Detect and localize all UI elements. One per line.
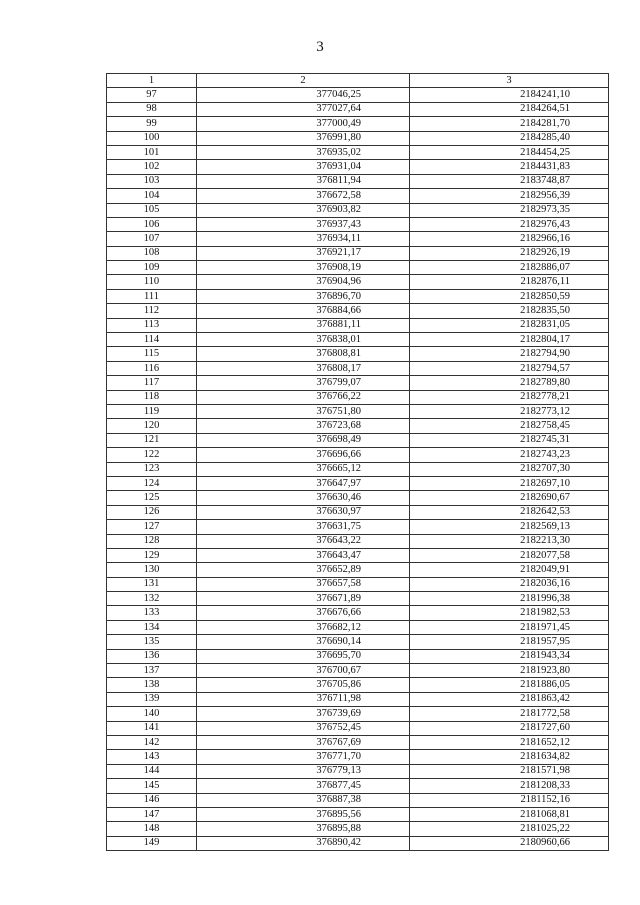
- y-coordinate-cell: 2182804,17: [410, 333, 609, 347]
- point-number-cell: 147: [107, 807, 197, 821]
- y-coordinate-cell: 2184264,51: [410, 102, 609, 116]
- point-number-cell: 111: [107, 289, 197, 303]
- table-row: [107, 649, 609, 663]
- x-coordinate-cell: 377000,49: [197, 117, 410, 131]
- table-row: [107, 606, 609, 620]
- x-coordinate-cell: 376671,89: [197, 592, 410, 606]
- table-row: [107, 476, 609, 490]
- y-coordinate-cell: 2181571,98: [410, 764, 609, 778]
- y-coordinate-cell: 2182926,19: [410, 246, 609, 260]
- x-coordinate-cell: 376676,66: [197, 606, 410, 620]
- table-row: [107, 361, 609, 375]
- point-number-cell: 118: [107, 390, 197, 404]
- point-number-cell: 143: [107, 750, 197, 764]
- table-row: [107, 88, 609, 102]
- y-coordinate-cell: 2181152,16: [410, 793, 609, 807]
- column-header-2: 2: [197, 74, 410, 88]
- point-number-cell: 99: [107, 117, 197, 131]
- table-row: [107, 548, 609, 562]
- y-coordinate-cell: 2182794,57: [410, 361, 609, 375]
- y-coordinate-cell: 2184454,25: [410, 145, 609, 159]
- x-coordinate-cell: 376779,13: [197, 764, 410, 778]
- table-row: [107, 520, 609, 534]
- point-number-cell: 124: [107, 476, 197, 490]
- table-row: [107, 131, 609, 145]
- x-coordinate-cell: 376896,70: [197, 289, 410, 303]
- x-coordinate-cell: 376751,80: [197, 404, 410, 418]
- x-coordinate-cell: 376808,17: [197, 361, 410, 375]
- table-row: [107, 678, 609, 692]
- point-number-cell: 109: [107, 261, 197, 275]
- y-coordinate-cell: 2181886,05: [410, 678, 609, 692]
- y-coordinate-cell: 2180960,66: [410, 836, 609, 850]
- x-coordinate-cell: 376643,47: [197, 548, 410, 562]
- y-coordinate-cell: 2184431,83: [410, 160, 609, 174]
- point-number-cell: 115: [107, 347, 197, 361]
- y-coordinate-cell: 2184285,40: [410, 131, 609, 145]
- point-number-cell: 101: [107, 145, 197, 159]
- point-number-cell: 141: [107, 721, 197, 735]
- point-number-cell: 119: [107, 404, 197, 418]
- y-coordinate-cell: 2181863,42: [410, 692, 609, 706]
- table-row: [107, 246, 609, 260]
- y-coordinate-cell: 2182773,12: [410, 404, 609, 418]
- x-coordinate-cell: 376657,58: [197, 577, 410, 591]
- x-coordinate-cell: 376643,22: [197, 534, 410, 548]
- point-number-cell: 102: [107, 160, 197, 174]
- x-coordinate-cell: 376631,75: [197, 520, 410, 534]
- x-coordinate-cell: 376630,97: [197, 505, 410, 519]
- x-coordinate-cell: 376991,80: [197, 131, 410, 145]
- coordinates-table: [106, 73, 609, 851]
- y-coordinate-cell: 2181727,60: [410, 721, 609, 735]
- x-coordinate-cell: 376665,12: [197, 462, 410, 476]
- table-row: [107, 333, 609, 347]
- x-coordinate-cell: 376877,45: [197, 779, 410, 793]
- table-header: [107, 74, 609, 88]
- table-row: [107, 390, 609, 404]
- y-coordinate-cell: 2181943,34: [410, 649, 609, 663]
- x-coordinate-cell: 376884,66: [197, 304, 410, 318]
- point-number-cell: 131: [107, 577, 197, 591]
- y-coordinate-cell: 2182976,43: [410, 217, 609, 231]
- x-coordinate-cell: 376652,89: [197, 563, 410, 577]
- point-number-cell: 105: [107, 203, 197, 217]
- x-coordinate-cell: 376739,69: [197, 707, 410, 721]
- x-coordinate-cell: 376700,67: [197, 664, 410, 678]
- y-coordinate-cell: 2184241,10: [410, 88, 609, 102]
- y-coordinate-cell: 2182778,21: [410, 390, 609, 404]
- table-row: [107, 160, 609, 174]
- point-number-cell: 132: [107, 592, 197, 606]
- table-row: [107, 577, 609, 591]
- y-coordinate-cell: 2181957,95: [410, 635, 609, 649]
- point-number-cell: 135: [107, 635, 197, 649]
- table-row: [107, 620, 609, 634]
- table-row: [107, 563, 609, 577]
- x-coordinate-cell: 376890,42: [197, 836, 410, 850]
- x-coordinate-cell: 376908,19: [197, 261, 410, 275]
- x-coordinate-cell: 376895,88: [197, 822, 410, 836]
- point-number-cell: 137: [107, 664, 197, 678]
- table-row: [107, 217, 609, 231]
- x-coordinate-cell: 376647,97: [197, 476, 410, 490]
- table-row: [107, 491, 609, 505]
- y-coordinate-cell: 2181208,33: [410, 779, 609, 793]
- point-number-cell: 110: [107, 275, 197, 289]
- table-row: [107, 836, 609, 850]
- table-row: [107, 735, 609, 749]
- table-row: [107, 592, 609, 606]
- point-number-cell: 127: [107, 520, 197, 534]
- y-coordinate-cell: 2182690,67: [410, 491, 609, 505]
- table-row: [107, 275, 609, 289]
- table-row: [107, 707, 609, 721]
- point-number-cell: 113: [107, 318, 197, 332]
- y-coordinate-cell: 2181068,81: [410, 807, 609, 821]
- y-coordinate-cell: 2182758,45: [410, 419, 609, 433]
- header-row: [107, 74, 609, 88]
- table-row: [107, 102, 609, 116]
- table-row: [107, 721, 609, 735]
- table-row: [107, 376, 609, 390]
- x-coordinate-cell: 376695,70: [197, 649, 410, 663]
- point-number-cell: 108: [107, 246, 197, 260]
- table-row: [107, 289, 609, 303]
- table-row: [107, 145, 609, 159]
- column-header-3: 3: [410, 74, 609, 88]
- table-row: [107, 779, 609, 793]
- point-number-cell: 140: [107, 707, 197, 721]
- y-coordinate-cell: 2182850,59: [410, 289, 609, 303]
- y-coordinate-cell: 2182743,23: [410, 448, 609, 462]
- x-coordinate-cell: 376921,17: [197, 246, 410, 260]
- table-row: [107, 664, 609, 678]
- point-number-cell: 114: [107, 333, 197, 347]
- point-number-cell: 138: [107, 678, 197, 692]
- point-number-cell: 126: [107, 505, 197, 519]
- y-coordinate-cell: 2181652,12: [410, 735, 609, 749]
- point-number-cell: 145: [107, 779, 197, 793]
- y-coordinate-cell: 2181634,82: [410, 750, 609, 764]
- x-coordinate-cell: 376690,14: [197, 635, 410, 649]
- y-coordinate-cell: 2182745,31: [410, 433, 609, 447]
- y-coordinate-cell: 2182831,05: [410, 318, 609, 332]
- y-coordinate-cell: 2182697,10: [410, 476, 609, 490]
- point-number-cell: 97: [107, 88, 197, 102]
- point-number-cell: 136: [107, 649, 197, 663]
- point-number-cell: 112: [107, 304, 197, 318]
- y-coordinate-cell: 2184281,70: [410, 117, 609, 131]
- y-coordinate-cell: 2181982,53: [410, 606, 609, 620]
- x-coordinate-cell: 376838,01: [197, 333, 410, 347]
- y-coordinate-cell: 2182973,35: [410, 203, 609, 217]
- x-coordinate-cell: 376881,11: [197, 318, 410, 332]
- point-number-cell: 123: [107, 462, 197, 476]
- table-row: [107, 404, 609, 418]
- table-row: [107, 318, 609, 332]
- point-number-cell: 107: [107, 232, 197, 246]
- point-number-cell: 103: [107, 174, 197, 188]
- x-coordinate-cell: 376799,07: [197, 376, 410, 390]
- x-coordinate-cell: 376931,04: [197, 160, 410, 174]
- y-coordinate-cell: 2182789,80: [410, 376, 609, 390]
- x-coordinate-cell: 376767,69: [197, 735, 410, 749]
- point-number-cell: 122: [107, 448, 197, 462]
- y-coordinate-cell: 2182642,53: [410, 505, 609, 519]
- y-coordinate-cell: 2182876,11: [410, 275, 609, 289]
- y-coordinate-cell: 2181923,80: [410, 664, 609, 678]
- table-row: [107, 505, 609, 519]
- x-coordinate-cell: 377046,25: [197, 88, 410, 102]
- x-coordinate-cell: 376903,82: [197, 203, 410, 217]
- y-coordinate-cell: 2181971,45: [410, 620, 609, 634]
- point-number-cell: 117: [107, 376, 197, 390]
- table-row: [107, 807, 609, 821]
- y-coordinate-cell: 2182886,07: [410, 261, 609, 275]
- point-number-cell: 129: [107, 548, 197, 562]
- table-row: [107, 174, 609, 188]
- table-row: [107, 261, 609, 275]
- table-row: [107, 189, 609, 203]
- point-number-cell: 149: [107, 836, 197, 850]
- x-coordinate-cell: 376752,45: [197, 721, 410, 735]
- x-coordinate-cell: 376895,56: [197, 807, 410, 821]
- y-coordinate-cell: 2181996,38: [410, 592, 609, 606]
- point-number-cell: 148: [107, 822, 197, 836]
- point-number-cell: 133: [107, 606, 197, 620]
- y-coordinate-cell: 2181772,58: [410, 707, 609, 721]
- point-number-cell: 100: [107, 131, 197, 145]
- table-row: [107, 232, 609, 246]
- x-coordinate-cell: 376723,68: [197, 419, 410, 433]
- y-coordinate-cell: 2182794,90: [410, 347, 609, 361]
- point-number-cell: 116: [107, 361, 197, 375]
- x-coordinate-cell: 376672,58: [197, 189, 410, 203]
- point-number-cell: 144: [107, 764, 197, 778]
- y-coordinate-cell: 2182835,50: [410, 304, 609, 318]
- x-coordinate-cell: 377027,64: [197, 102, 410, 116]
- y-coordinate-cell: 2182036,16: [410, 577, 609, 591]
- y-coordinate-cell: 2182966,16: [410, 232, 609, 246]
- table-row: [107, 462, 609, 476]
- page-number: 3: [316, 39, 324, 55]
- table-row: [107, 764, 609, 778]
- point-number-cell: 98: [107, 102, 197, 116]
- x-coordinate-cell: 376698,49: [197, 433, 410, 447]
- x-coordinate-cell: 376711,98: [197, 692, 410, 706]
- table-row: [107, 347, 609, 361]
- point-number-cell: 128: [107, 534, 197, 548]
- y-coordinate-cell: 2182956,39: [410, 189, 609, 203]
- point-number-cell: 104: [107, 189, 197, 203]
- y-coordinate-cell: 2183748,87: [410, 174, 609, 188]
- x-coordinate-cell: 376808,81: [197, 347, 410, 361]
- table-row: [107, 822, 609, 836]
- x-coordinate-cell: 376934,11: [197, 232, 410, 246]
- table-row: [107, 448, 609, 462]
- point-number-cell: 130: [107, 563, 197, 577]
- point-number-cell: 139: [107, 692, 197, 706]
- table-row: [107, 117, 609, 131]
- table-row: [107, 635, 609, 649]
- point-number-cell: 120: [107, 419, 197, 433]
- table-row: [107, 750, 609, 764]
- table-row: [107, 534, 609, 548]
- x-coordinate-cell: 376771,70: [197, 750, 410, 764]
- x-coordinate-cell: 376887,38: [197, 793, 410, 807]
- table-row: [107, 433, 609, 447]
- point-number-cell: 142: [107, 735, 197, 749]
- x-coordinate-cell: 376696,66: [197, 448, 410, 462]
- x-coordinate-cell: 376705,86: [197, 678, 410, 692]
- x-coordinate-cell: 376904,96: [197, 275, 410, 289]
- table-row: [107, 692, 609, 706]
- x-coordinate-cell: 376766,22: [197, 390, 410, 404]
- x-coordinate-cell: 376811,94: [197, 174, 410, 188]
- y-coordinate-cell: 2182569,13: [410, 520, 609, 534]
- table-row: [107, 793, 609, 807]
- column-header-1: 1: [107, 74, 197, 88]
- point-number-cell: 121: [107, 433, 197, 447]
- y-coordinate-cell: 2182213,30: [410, 534, 609, 548]
- table-row: [107, 203, 609, 217]
- table-row: [107, 419, 609, 433]
- table-body: [107, 88, 609, 851]
- point-number-cell: 134: [107, 620, 197, 634]
- y-coordinate-cell: 2182077,58: [410, 548, 609, 562]
- x-coordinate-cell: 376630,46: [197, 491, 410, 505]
- y-coordinate-cell: 2181025,22: [410, 822, 609, 836]
- point-number-cell: 106: [107, 217, 197, 231]
- table-row: [107, 304, 609, 318]
- point-number-cell: 146: [107, 793, 197, 807]
- y-coordinate-cell: 2182049,91: [410, 563, 609, 577]
- point-number-cell: 125: [107, 491, 197, 505]
- x-coordinate-cell: 376935,02: [197, 145, 410, 159]
- x-coordinate-cell: 376937,43: [197, 217, 410, 231]
- x-coordinate-cell: 376682,12: [197, 620, 410, 634]
- y-coordinate-cell: 2182707,30: [410, 462, 609, 476]
